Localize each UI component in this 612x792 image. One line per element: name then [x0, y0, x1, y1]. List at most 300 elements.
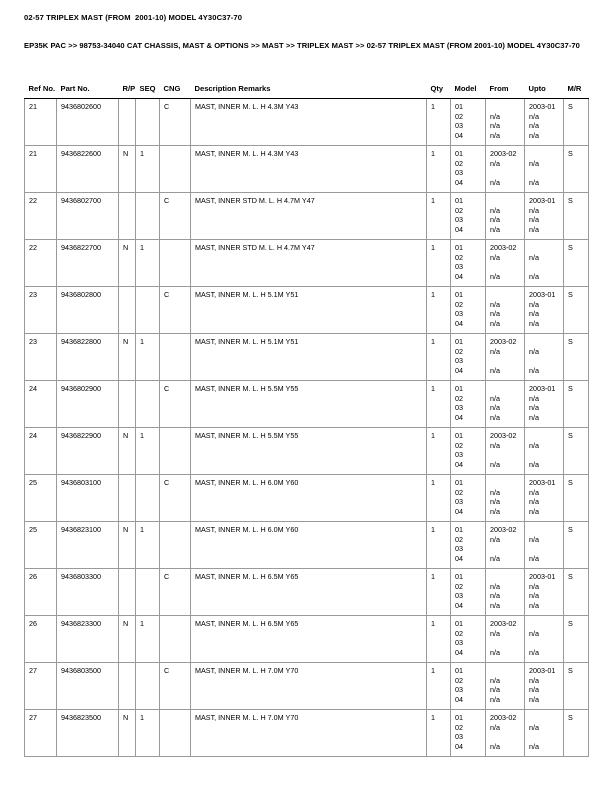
cell-part: 9436822800	[57, 334, 119, 381]
cell-upto-line: n/a	[529, 111, 539, 121]
cell-from-line: n/a	[490, 591, 500, 601]
cell-model	[451, 475, 486, 522]
column-header-from: From	[486, 84, 525, 99]
cell-cng	[160, 334, 191, 381]
cell-upto	[525, 616, 564, 663]
cell-model-line: 04	[455, 365, 463, 375]
cell-from-line: n/a	[490, 158, 500, 168]
cell-upto-stack	[529, 102, 563, 140]
cell-cng	[160, 146, 191, 193]
cell-part: 9436803100	[57, 475, 119, 522]
cell-model	[451, 663, 486, 710]
cell-model	[451, 616, 486, 663]
cell-rp: N	[119, 710, 136, 757]
cell-model-line: 03	[455, 685, 463, 695]
cell-part: 9436803500	[57, 663, 119, 710]
cell-upto-line: n/a	[529, 591, 539, 601]
cell-ref: 27	[25, 663, 57, 710]
cell-desc: MAST, INNER M. L. H 5.5M Y55	[191, 381, 427, 428]
cell-cng: C	[160, 475, 191, 522]
cell-cng: C	[160, 663, 191, 710]
cell-from-line: n/a	[490, 393, 500, 403]
cell-from-line: 2003-02	[490, 619, 517, 628]
cell-seq	[136, 99, 160, 146]
cell-model-stack	[455, 337, 485, 375]
cell-from-stack	[490, 243, 524, 281]
cell-from	[486, 240, 525, 287]
cell-seq	[136, 287, 160, 334]
cell-model-line: 02	[455, 393, 463, 403]
cell-upto-stack	[529, 149, 563, 187]
cell-from-stack	[490, 102, 524, 140]
cell-upto-line: n/a	[529, 346, 539, 356]
cell-cng	[160, 240, 191, 287]
cell-from-line: 2003-02	[490, 713, 517, 722]
cell-model-stack	[455, 572, 485, 610]
table-row[interactable]	[25, 616, 589, 663]
cell-upto-line: n/a	[529, 487, 539, 497]
cell-upto-line: n/a	[529, 534, 539, 544]
cell-seq: 1	[136, 522, 160, 569]
cell-from-line: n/a	[490, 252, 500, 262]
cell-model-line: 03	[455, 638, 463, 648]
cell-upto-line: 2003-01	[529, 196, 556, 205]
cell-from-line: n/a	[490, 685, 500, 695]
cell-upto-line: n/a	[529, 299, 539, 309]
cell-model-line: 01	[455, 572, 463, 581]
cell-from	[486, 428, 525, 475]
cell-qty: 1	[427, 616, 451, 663]
cell-model-line: 02	[455, 346, 463, 356]
cell-from-line: 2003-02	[490, 337, 517, 346]
cell-desc: MAST, INNER M. L. H 6.0M Y60	[191, 475, 427, 522]
cell-model-line: 04	[455, 318, 463, 328]
cell-model-line: 03	[455, 262, 463, 272]
cell-model-line: 02	[455, 628, 463, 638]
cell-from-line: n/a	[490, 130, 500, 140]
cell-model-line: 01	[455, 196, 463, 205]
cell-mr: S	[564, 287, 589, 334]
page-title: 02-57 TRIPLEX MAST (FROM 2001-10) MODEL 4Y30C37-70	[24, 13, 243, 22]
cell-model-line: 02	[455, 440, 463, 450]
column-header-qty: Qty	[427, 84, 451, 99]
cell-upto-line: n/a	[529, 459, 539, 469]
cell-from-line: n/a	[490, 440, 500, 450]
cell-model-line: 02	[455, 534, 463, 544]
cell-rp	[119, 569, 136, 616]
cell-model-line: 02	[455, 299, 463, 309]
cell-desc: MAST, INNER M. L. H 7.0M Y70	[191, 710, 427, 757]
cell-model-line: 01	[455, 337, 463, 346]
cell-from-line: n/a	[490, 224, 500, 234]
cell-ref: 22	[25, 240, 57, 287]
cell-model	[451, 146, 486, 193]
cell-model-line: 04	[455, 506, 463, 516]
cell-model-stack	[455, 525, 485, 563]
cell-model-line: 03	[455, 403, 463, 413]
cell-model-line: 01	[455, 478, 463, 487]
cell-from-stack	[490, 149, 524, 187]
cell-upto-line: 2003-01	[529, 290, 556, 299]
column-header-mr: M/R	[564, 84, 589, 99]
table-row[interactable]	[25, 569, 589, 616]
cell-mr: S	[564, 334, 589, 381]
cell-qty: 1	[427, 475, 451, 522]
cell-from-line: n/a	[490, 534, 500, 544]
cell-ref: 21	[25, 146, 57, 193]
cell-part: 9436802900	[57, 381, 119, 428]
cell-qty: 1	[427, 240, 451, 287]
table-row[interactable]	[25, 710, 589, 757]
cell-from-line: n/a	[490, 346, 500, 356]
table-row[interactable]	[25, 428, 589, 475]
cell-mr: S	[564, 710, 589, 757]
cell-model-stack	[455, 666, 485, 704]
cell-model	[451, 334, 486, 381]
cell-upto-line: 2003-01	[529, 384, 556, 393]
cell-model-line: 03	[455, 544, 463, 554]
cell-upto-stack	[529, 572, 563, 610]
cell-model-line: 01	[455, 431, 463, 440]
cell-desc: MAST, INNER M. L. H 5.1M Y51	[191, 287, 427, 334]
cell-from-line: n/a	[490, 722, 500, 732]
cell-cng	[160, 522, 191, 569]
cell-rp	[119, 663, 136, 710]
cell-upto	[525, 334, 564, 381]
cell-part: 9436802700	[57, 193, 119, 240]
cell-qty: 1	[427, 334, 451, 381]
cell-upto-line: n/a	[529, 271, 539, 281]
cell-qty: 1	[427, 381, 451, 428]
cell-upto	[525, 428, 564, 475]
cell-model-line: 01	[455, 384, 463, 393]
cell-model	[451, 522, 486, 569]
cell-upto-line: n/a	[529, 581, 539, 591]
cell-model-line: 01	[455, 149, 463, 158]
cell-part: 9436823500	[57, 710, 119, 757]
cell-part: 9436802600	[57, 99, 119, 146]
cell-ref: 23	[25, 334, 57, 381]
cell-from-stack	[490, 196, 524, 234]
cell-model-line: 03	[455, 450, 463, 460]
column-header-upto: Upto	[525, 84, 564, 99]
cell-model-stack	[455, 431, 485, 469]
cell-from-line: n/a	[490, 553, 500, 563]
cell-cng	[160, 710, 191, 757]
cell-desc: MAST, INNER M. L. H 5.5M Y55	[191, 428, 427, 475]
cell-upto-line: n/a	[529, 440, 539, 450]
cell-upto-line: n/a	[529, 215, 539, 225]
cell-part: 9436822600	[57, 146, 119, 193]
cell-mr: S	[564, 428, 589, 475]
cell-model-line: 03	[455, 168, 463, 178]
column-header-seq: SEQ	[136, 84, 160, 99]
cell-ref: 21	[25, 99, 57, 146]
cell-upto-stack	[529, 290, 563, 328]
cell-from	[486, 334, 525, 381]
cell-upto-stack	[529, 196, 563, 234]
cell-from-line: n/a	[490, 506, 500, 516]
cell-ref: 26	[25, 569, 57, 616]
column-header-part: Part No.	[57, 84, 119, 99]
cell-rp	[119, 381, 136, 428]
cell-seq: 1	[136, 240, 160, 287]
cell-upto-line: n/a	[529, 685, 539, 695]
cell-desc: MAST, INNER M. L. H 7.0M Y70	[191, 663, 427, 710]
cell-part: 9436802800	[57, 287, 119, 334]
cell-model-line: 03	[455, 121, 463, 131]
cell-mr: S	[564, 193, 589, 240]
table-row[interactable]	[25, 522, 589, 569]
cell-from	[486, 663, 525, 710]
cell-model-stack	[455, 713, 485, 751]
cell-upto-line: n/a	[529, 600, 539, 610]
cell-upto	[525, 663, 564, 710]
cell-model-line: 03	[455, 732, 463, 742]
cell-from	[486, 287, 525, 334]
cell-from-line: n/a	[490, 741, 500, 751]
table-header	[25, 84, 589, 99]
cell-from-line: 2003-02	[490, 525, 517, 534]
cell-rp: N	[119, 146, 136, 193]
table-row[interactable]	[25, 334, 589, 381]
cell-qty: 1	[427, 710, 451, 757]
cell-from-stack	[490, 337, 524, 375]
cell-upto-line: n/a	[529, 252, 539, 262]
column-header-model: Model	[451, 84, 486, 99]
cell-upto	[525, 193, 564, 240]
cell-rp: N	[119, 522, 136, 569]
cell-upto-line: n/a	[529, 741, 539, 751]
cell-desc: MAST, INNER M. L. H 6.0M Y60	[191, 522, 427, 569]
cell-from-line: n/a	[490, 647, 500, 657]
cell-from-stack	[490, 290, 524, 328]
cell-model-line: 02	[455, 581, 463, 591]
cell-model-line: 04	[455, 553, 463, 563]
cell-qty: 1	[427, 663, 451, 710]
cell-upto-line: n/a	[529, 121, 539, 131]
cell-part: 9436823100	[57, 522, 119, 569]
cell-cng: C	[160, 287, 191, 334]
cell-upto-line: 2003-01	[529, 478, 556, 487]
cell-model-line: 04	[455, 130, 463, 140]
cell-seq	[136, 663, 160, 710]
cell-from-stack	[490, 619, 524, 657]
cell-model	[451, 193, 486, 240]
column-header-desc: Description Remarks	[191, 84, 427, 99]
cell-upto-line: n/a	[529, 224, 539, 234]
cell-mr: S	[564, 240, 589, 287]
cell-model-stack	[455, 619, 485, 657]
cell-upto	[525, 146, 564, 193]
cell-rp: N	[119, 616, 136, 663]
cell-from-line: n/a	[490, 497, 500, 507]
cell-ref: 25	[25, 475, 57, 522]
cell-model-line: 01	[455, 290, 463, 299]
cell-model-line: 03	[455, 309, 463, 319]
cell-ref: 22	[25, 193, 57, 240]
cell-upto-line: n/a	[529, 177, 539, 187]
cell-cng	[160, 428, 191, 475]
cell-cng: C	[160, 381, 191, 428]
table-row[interactable]	[25, 287, 589, 334]
table-body	[25, 99, 589, 757]
table-row[interactable]	[25, 240, 589, 287]
cell-from-line: n/a	[490, 121, 500, 131]
table-row[interactable]	[25, 381, 589, 428]
cell-model-line: 02	[455, 158, 463, 168]
cell-upto	[525, 287, 564, 334]
cell-desc: MAST, INNER STD M. L. H 4.7M Y47	[191, 240, 427, 287]
cell-upto	[525, 710, 564, 757]
cell-from	[486, 99, 525, 146]
cell-desc: MAST, INNER M. L. H 6.5M Y65	[191, 616, 427, 663]
cell-upto-line: n/a	[529, 553, 539, 563]
cell-from-line: n/a	[490, 299, 500, 309]
cell-mr: S	[564, 381, 589, 428]
cell-qty: 1	[427, 99, 451, 146]
cell-qty: 1	[427, 522, 451, 569]
cell-upto-stack	[529, 525, 563, 563]
cell-qty: 1	[427, 193, 451, 240]
cell-from-stack	[490, 572, 524, 610]
cell-model-line: 04	[455, 177, 463, 187]
cell-upto	[525, 569, 564, 616]
table-row[interactable]	[25, 193, 589, 240]
cell-upto-stack	[529, 431, 563, 469]
cell-seq: 1	[136, 334, 160, 381]
cell-upto-line: n/a	[529, 205, 539, 215]
cell-model-stack	[455, 243, 485, 281]
cell-upto-line: 2003-01	[529, 102, 556, 111]
cell-from-line: n/a	[490, 675, 500, 685]
cell-model	[451, 287, 486, 334]
cell-mr: S	[564, 663, 589, 710]
cell-seq	[136, 381, 160, 428]
cell-from-line: n/a	[490, 412, 500, 422]
table-row[interactable]	[25, 475, 589, 522]
cell-mr: S	[564, 522, 589, 569]
cell-from	[486, 710, 525, 757]
cell-seq	[136, 475, 160, 522]
column-header-rp: R/P	[119, 84, 136, 99]
cell-model-stack	[455, 102, 485, 140]
cell-upto-line: n/a	[529, 647, 539, 657]
cell-seq: 1	[136, 710, 160, 757]
cell-mr: S	[564, 99, 589, 146]
cell-mr: S	[564, 475, 589, 522]
cell-upto-line: 2003-01	[529, 666, 556, 675]
cell-upto	[525, 381, 564, 428]
cell-from-line: n/a	[490, 403, 500, 413]
cell-upto-line: n/a	[529, 365, 539, 375]
cell-from-line: n/a	[490, 694, 500, 704]
cell-qty: 1	[427, 146, 451, 193]
cell-model-line: 04	[455, 412, 463, 422]
cell-model-line: 04	[455, 600, 463, 610]
cell-upto-stack	[529, 478, 563, 516]
cell-upto-line: n/a	[529, 722, 539, 732]
cell-from-stack	[490, 666, 524, 704]
cell-model-line: 01	[455, 666, 463, 675]
cell-cng: C	[160, 99, 191, 146]
table-row[interactable]	[25, 663, 589, 710]
cell-upto-line: n/a	[529, 130, 539, 140]
cell-upto-line: n/a	[529, 506, 539, 516]
cell-from-line: n/a	[490, 600, 500, 610]
cell-upto-line: n/a	[529, 628, 539, 638]
cell-model-line: 01	[455, 713, 463, 722]
cell-upto-line: n/a	[529, 694, 539, 704]
cell-from	[486, 616, 525, 663]
cell-rp: N	[119, 240, 136, 287]
cell-cng: C	[160, 193, 191, 240]
cell-rp	[119, 475, 136, 522]
cell-from-line: n/a	[490, 177, 500, 187]
cell-from-line: n/a	[490, 459, 500, 469]
cell-upto	[525, 475, 564, 522]
cell-seq: 1	[136, 146, 160, 193]
cell-ref: 24	[25, 381, 57, 428]
cell-upto-line: n/a	[529, 675, 539, 685]
cell-model-line: 04	[455, 224, 463, 234]
cell-model-stack	[455, 478, 485, 516]
cell-from-line: n/a	[490, 581, 500, 591]
cell-from-stack	[490, 525, 524, 563]
cell-mr: S	[564, 569, 589, 616]
cell-from-stack	[490, 431, 524, 469]
cell-part: 9436803300	[57, 569, 119, 616]
cell-model-line: 04	[455, 694, 463, 704]
cell-from	[486, 146, 525, 193]
cell-upto-line: n/a	[529, 309, 539, 319]
table-header-row	[25, 84, 589, 99]
cell-from-stack	[490, 713, 524, 751]
cell-from-line: n/a	[490, 205, 500, 215]
cell-cng: C	[160, 569, 191, 616]
cell-from-line: n/a	[490, 487, 500, 497]
table-row[interactable]	[25, 146, 589, 193]
cell-ref: 26	[25, 616, 57, 663]
cell-model-stack	[455, 149, 485, 187]
cell-seq	[136, 193, 160, 240]
cell-model	[451, 428, 486, 475]
cell-from-line: n/a	[490, 271, 500, 281]
cell-model-line: 03	[455, 497, 463, 507]
cell-from-line: n/a	[490, 365, 500, 375]
cell-upto	[525, 99, 564, 146]
cell-model-line: 04	[455, 271, 463, 281]
cell-cng	[160, 616, 191, 663]
cell-model-line: 01	[455, 619, 463, 628]
cell-from-line: n/a	[490, 628, 500, 638]
cell-model-stack	[455, 290, 485, 328]
cell-from	[486, 381, 525, 428]
cell-upto-line: n/a	[529, 393, 539, 403]
cell-from-line: n/a	[490, 215, 500, 225]
cell-upto-stack	[529, 243, 563, 281]
cell-model-line: 04	[455, 647, 463, 657]
cell-part: 9436822700	[57, 240, 119, 287]
cell-seq	[136, 569, 160, 616]
cell-model-line: 03	[455, 591, 463, 601]
cell-upto	[525, 240, 564, 287]
cell-from-line: n/a	[490, 318, 500, 328]
cell-model-line: 03	[455, 215, 463, 225]
cell-model	[451, 240, 486, 287]
cell-part: 9436823300	[57, 616, 119, 663]
table-row[interactable]	[25, 99, 589, 146]
